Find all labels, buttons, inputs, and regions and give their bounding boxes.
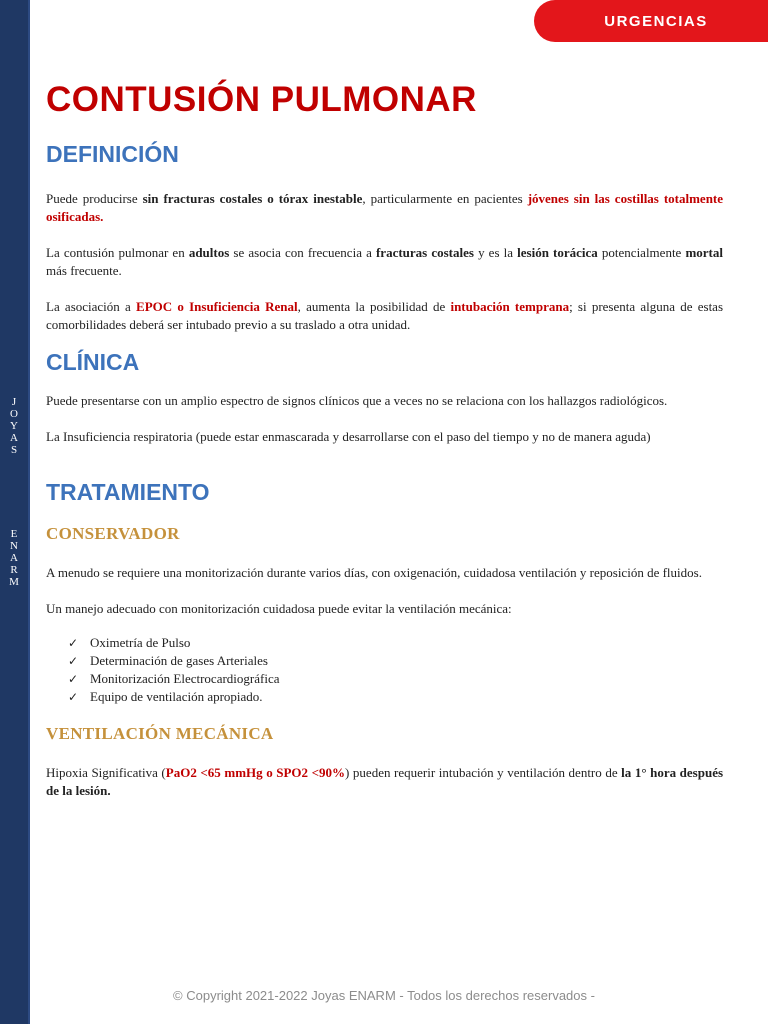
definicion-paragraph-1: Puede producirse sin fracturas costales o tórax inestable, particularmente en pacientes jóvenes sin las costillas totalmente osificadas. xyxy=(46,191,724,224)
checklist xyxy=(46,634,723,706)
sidebar-gap xyxy=(0,456,28,528)
sidebar-letter: E xyxy=(10,528,18,540)
heading-tratamiento: TRATAMIENTO xyxy=(46,479,210,505)
definicion-paragraph-2: La contusión pulmonar en adultos se asocia con frecuencia a fracturas costales y es la lesión torácica potencialmente mortal más frecuente. xyxy=(46,245,723,278)
page-title: CONTUSIÓN PULMONAR xyxy=(46,80,477,119)
sidebar-letter: M xyxy=(9,576,19,588)
sidebar-letter: R xyxy=(10,564,18,576)
conservador-paragraph-2: Un manejo adecuado con monitorización cuidadosa puede evitar la ventilación mecánica: xyxy=(46,601,512,616)
list-item: ✓ Equipo de ventilación apropiado. xyxy=(68,689,263,704)
list-item: ✓ Oximetría de Pulso xyxy=(68,635,191,650)
sidebar-letter: O xyxy=(10,408,18,420)
checkmark-icon: ✓ xyxy=(68,636,79,650)
checkmark-icon: ✓ xyxy=(68,654,79,668)
footer-copyright: © Copyright 2021-2022 Joyas ENARM - Todos los derechos reservados - xyxy=(173,988,595,1003)
sidebar-vertical-text xyxy=(0,396,28,588)
main-content xyxy=(46,138,723,800)
sidebar-letter: N xyxy=(10,540,18,552)
clinica-paragraph-2: La Insuficiencia respiratoria (puede estar enmascarada y desarrollarse con el paso del tiempo y no de manera aguda) xyxy=(46,429,651,444)
sidebar-letter: A xyxy=(10,552,18,564)
heading-ventilacion-mecanica: VENTILACIÓN MECÁNICA xyxy=(46,724,274,743)
sidebar-letter: S xyxy=(10,444,18,456)
ventilacion-paragraph-1: Hipoxia Significativa (PaO2 <65 mmHg o SPO2 <90%) pueden requerir intubación y ventilación dentro de la 1° hora después de la lesión. xyxy=(46,765,724,798)
category-badge-label: URGENCIAS xyxy=(604,12,708,30)
checkmark-icon: ✓ xyxy=(68,690,79,704)
heading-conservador: CONSERVADOR xyxy=(46,524,180,543)
sidebar-letter: J xyxy=(11,396,17,408)
sidebar-letter: Y xyxy=(10,420,18,432)
list-item: ✓ Monitorización Electrocardiográfica xyxy=(68,671,280,686)
list-item: ✓ Determinación de gases Arteriales xyxy=(68,653,268,668)
sidebar xyxy=(0,0,30,1024)
definicion-paragraph-3: La asociación a EPOC o Insuficiencia Renal, aumenta la posibilidad de intubación temprana; si presenta alguna de estas comorbilidades deberá ser intubado previo a su traslado a otra unidad. xyxy=(46,299,724,332)
heading-definicion: DEFINICIÓN xyxy=(46,141,179,167)
checkmark-icon: ✓ xyxy=(68,672,79,686)
conservador-paragraph-1: A menudo se requiere una monitorización durante varios días, con oxigenación, cuidadosa ventilación y reposición de fluidos. xyxy=(46,565,702,580)
sidebar-letter: A xyxy=(10,432,18,444)
heading-clinica: CLÍNICA xyxy=(46,349,140,375)
clinica-paragraph-1: Puede presentarse con un amplio espectro de signos clínicos que a veces no se relaciona con los hallazgos radiológicos. xyxy=(46,393,668,408)
category-badge xyxy=(534,0,768,42)
